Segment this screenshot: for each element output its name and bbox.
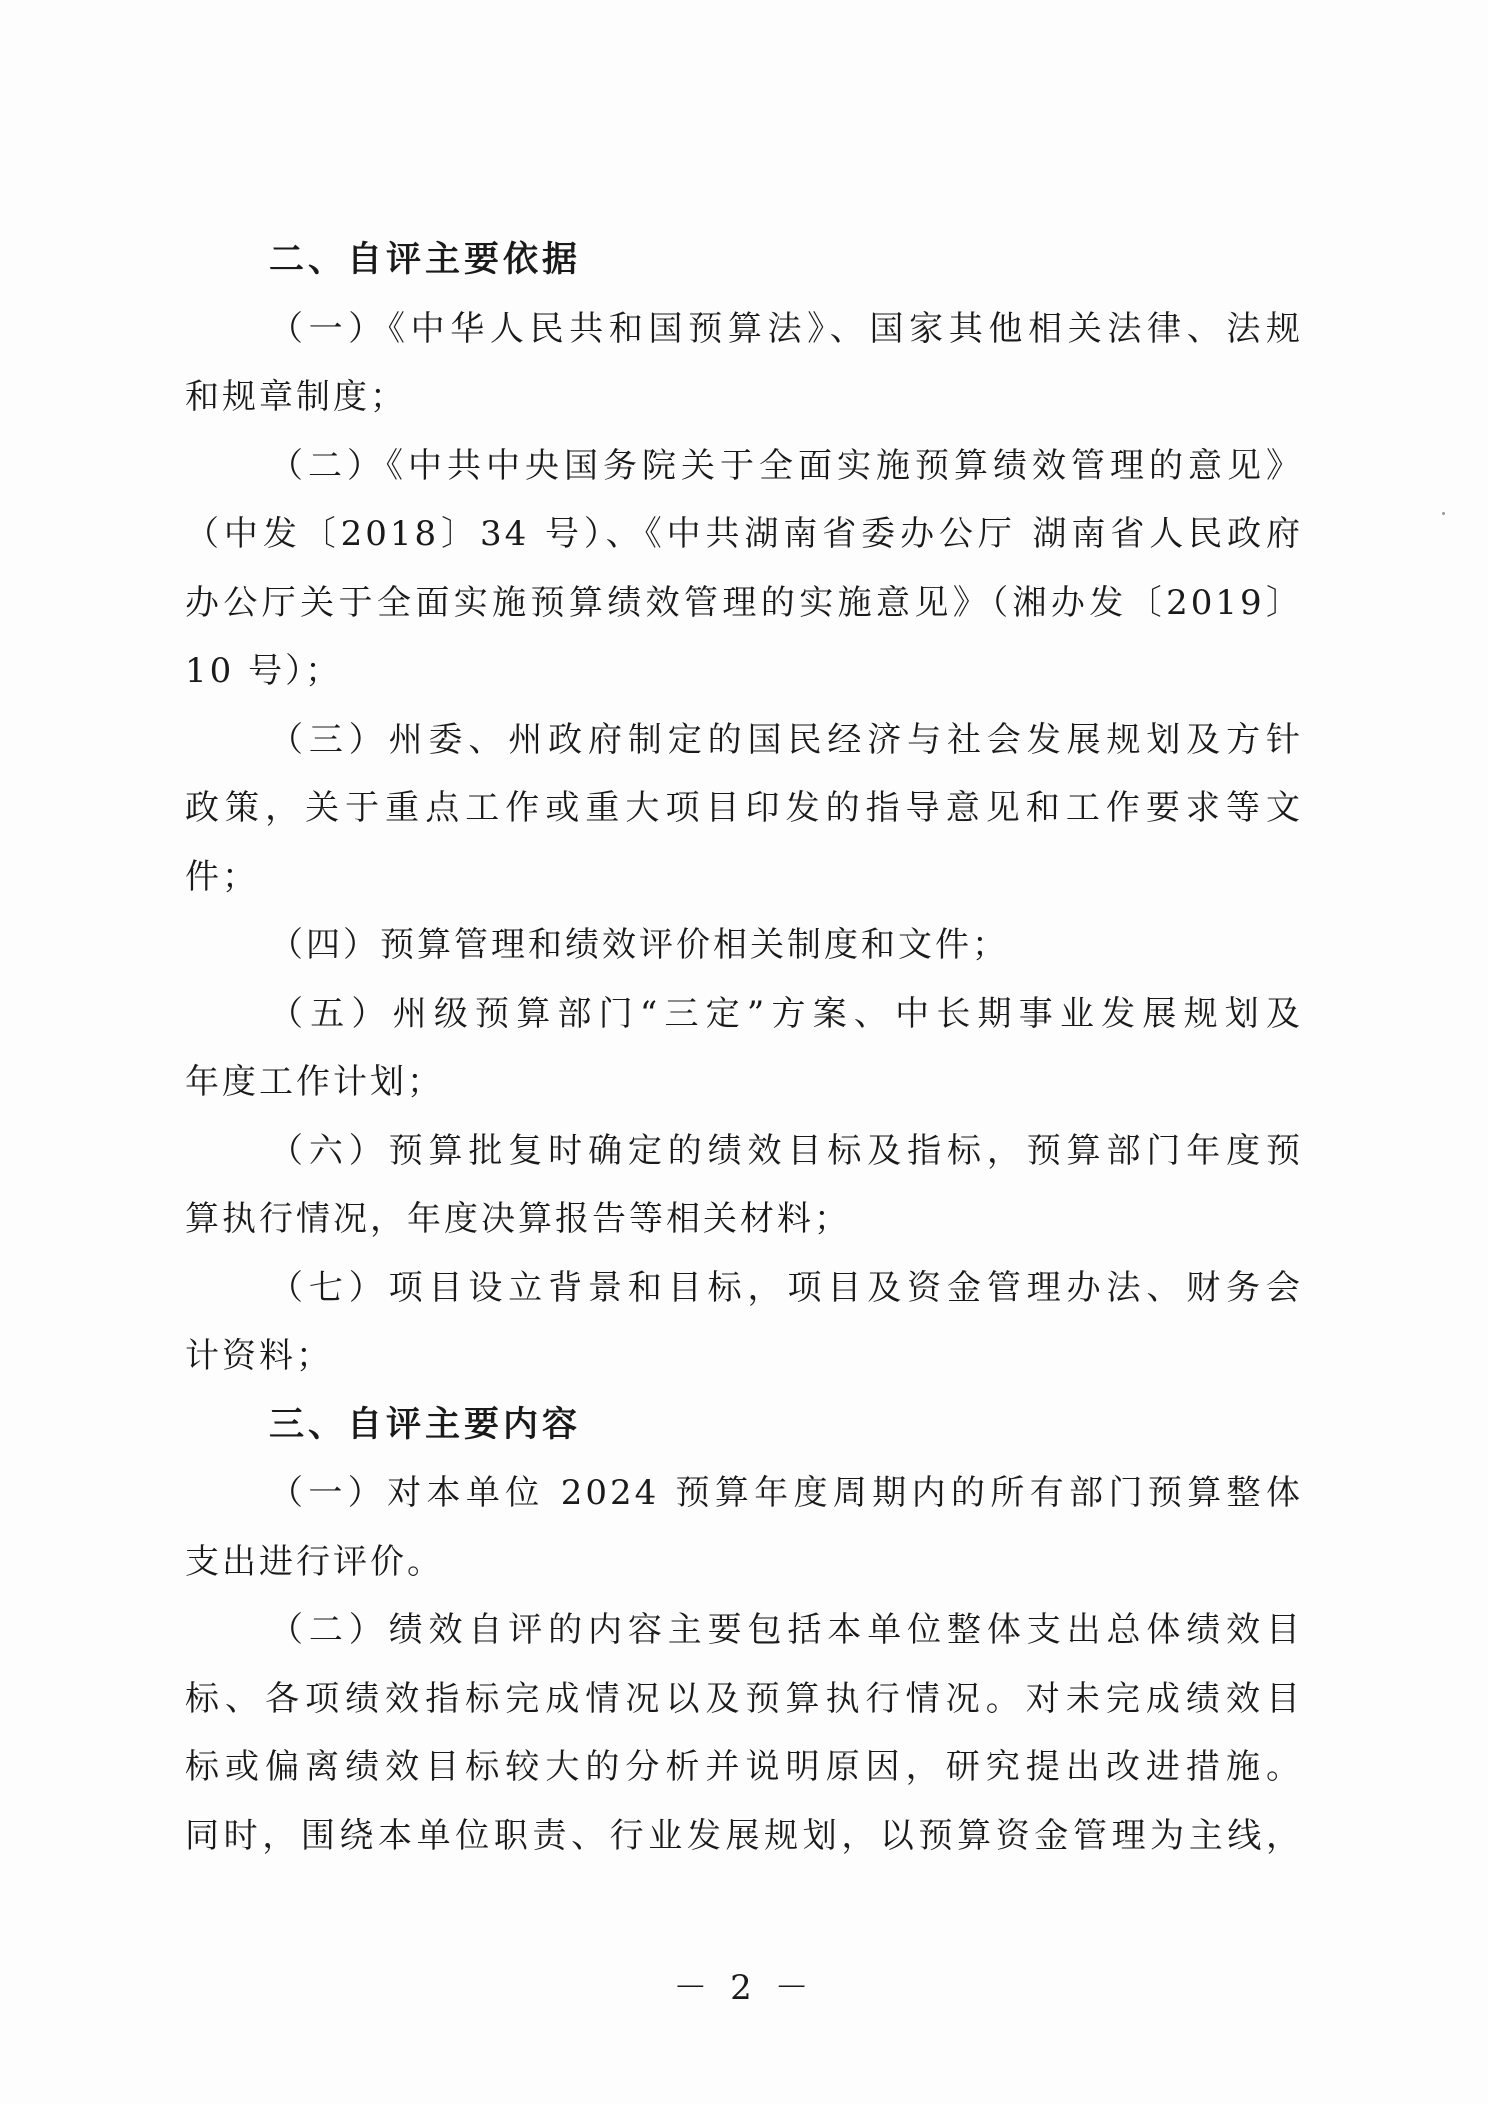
paragraph-line: （一）对本单位 2024 预算年度周期内的所有部门预算整体 — [269, 1473, 1303, 1513]
paragraph-line: 算执行情况，年度决算报告等相关材料； — [185, 1199, 851, 1239]
document-body — [185, 226, 1303, 1870]
paragraph-line: 标、各项绩效指标完成情况以及预算执行情况。对未完成绩效目 — [185, 1678, 1303, 1719]
paragraph-line: 办公厅关于全面实施预算绩效管理的实施意见》（湘办发〔2019〕 — [185, 582, 1303, 623]
paragraph-line: （四）预算管理和绩效评价相关制度和文件； — [269, 925, 1009, 965]
page-number: － 2 － — [673, 1968, 815, 2008]
paragraph-line: 和规章制度； — [185, 377, 407, 417]
paragraph-line: 10 号）； — [185, 651, 343, 691]
paragraph-line: （二）绩效自评的内容主要包括本单位整体支出总体绩效目 — [269, 1610, 1303, 1650]
paragraph-line: 同时，围绕本单位职责、行业发展规划，以预算资金管理为主线， — [185, 1815, 1303, 1856]
scan-speck — [1442, 512, 1445, 515]
paragraph-line: 政策，关于重点工作或重大项目印发的指导意见和工作要求等文 — [185, 788, 1303, 828]
paragraph-line: （六）预算批复时确定的绩效目标及指标，预算部门年度预 — [269, 1130, 1303, 1171]
paragraph-line: 件； — [185, 856, 259, 897]
paragraph-line: 计资料； — [185, 1336, 333, 1376]
paragraph-line: 年度工作计划； — [185, 1062, 444, 1102]
paragraph-line: （五）州级预算部门“三定”方案、中长期事业发展规划及 — [269, 993, 1303, 1034]
paragraph-line: （中发〔2018〕34 号）、《中共湖南省委办公厅 湖南省人民政府 — [185, 514, 1303, 554]
paragraph-line: （七）项目设立背景和目标，项目及资金管理办法、财务会 — [269, 1267, 1303, 1308]
section-heading-content: 三、自评主要内容 — [269, 1404, 582, 1445]
paragraph-line: 标或偏离绩效目标较大的分析并说明原因，研究提出改进措施。 — [185, 1747, 1303, 1787]
paragraph-line: （一）《中华人民共和国预算法》、国家其他相关法律、法规 — [269, 308, 1303, 349]
section-heading-basis: 二、自评主要依据 — [269, 240, 582, 280]
paragraph-line: （二）《中共中央国务院关于全面实施预算绩效管理的意见》 — [269, 445, 1303, 486]
paragraph-line: 支出进行评价。 — [185, 1541, 444, 1582]
paragraph-line: （三）州委、州政府制定的国民经济与社会发展规划及方针 — [269, 719, 1303, 760]
